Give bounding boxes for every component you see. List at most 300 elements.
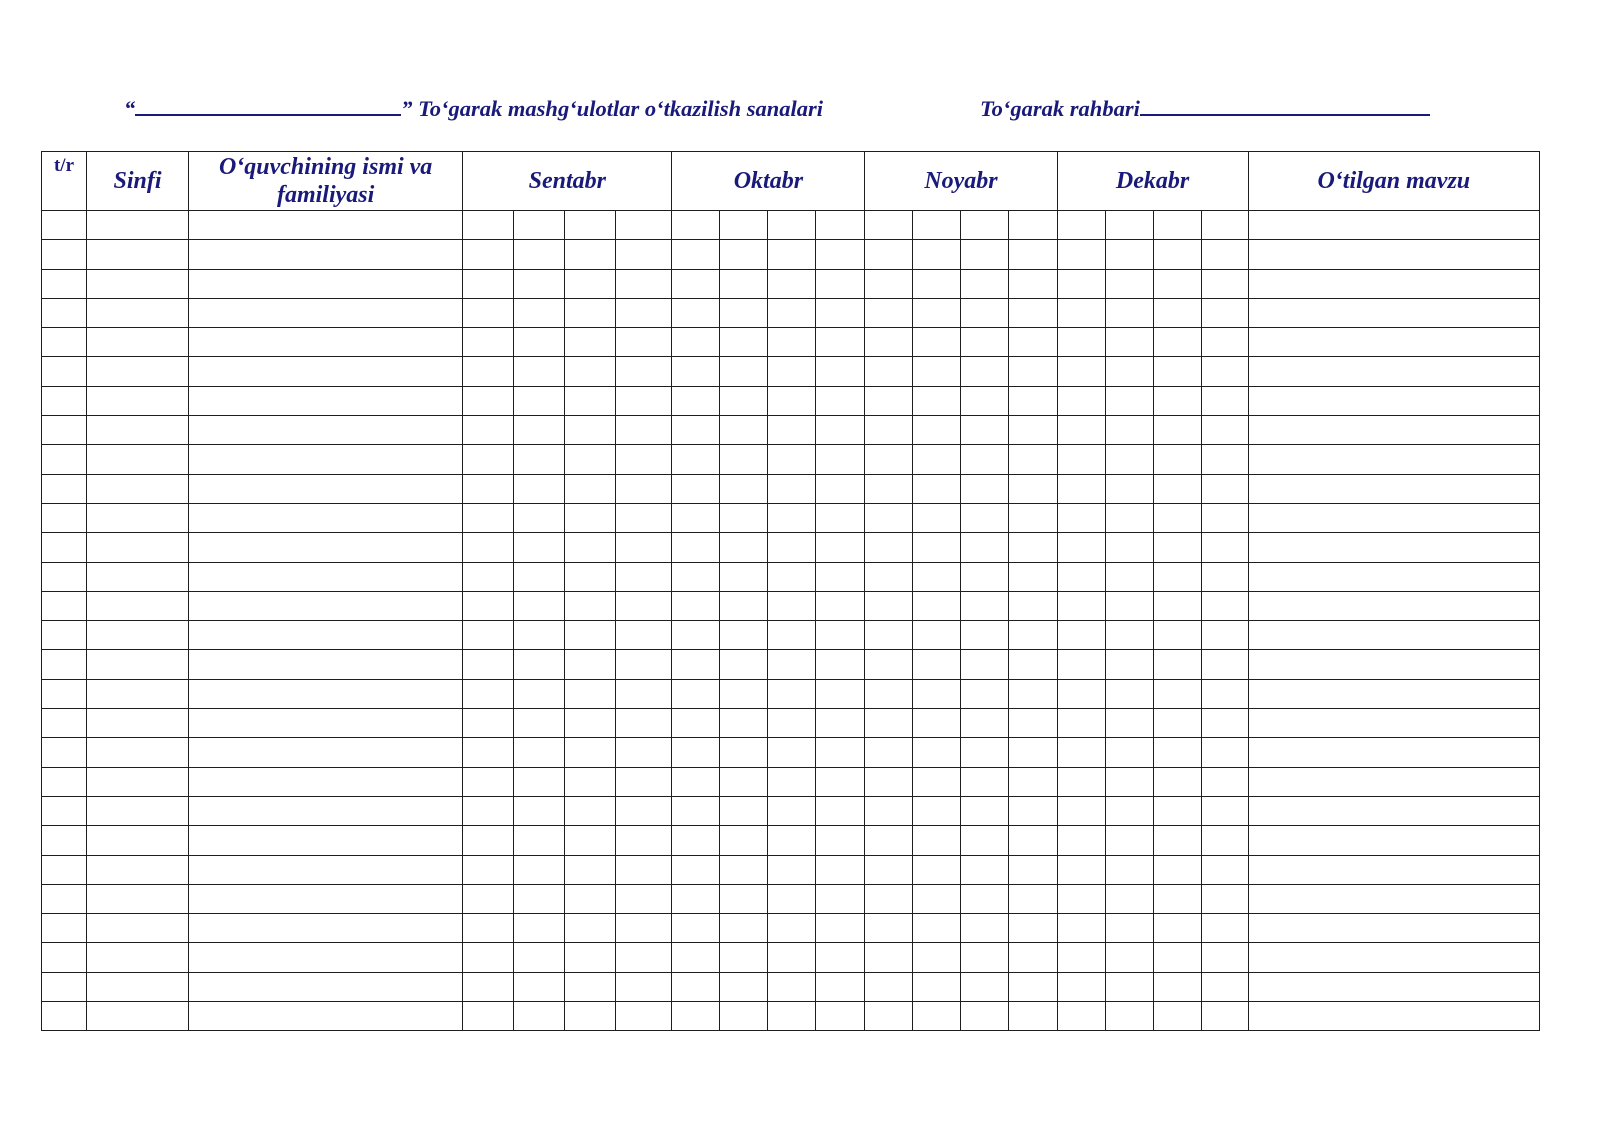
table-cell[interactable] [961, 533, 1009, 562]
table-cell[interactable] [514, 709, 565, 738]
table-cell[interactable] [189, 445, 463, 474]
table-cell[interactable] [1248, 357, 1539, 386]
table-cell[interactable] [913, 621, 961, 650]
table-cell[interactable] [720, 503, 768, 532]
table-cell[interactable] [1009, 445, 1057, 474]
table-cell[interactable] [768, 386, 816, 415]
table-cell[interactable] [720, 650, 768, 679]
table-cell[interactable] [463, 328, 514, 357]
table-cell[interactable] [1009, 767, 1057, 796]
table-cell[interactable] [616, 914, 672, 943]
table-cell[interactable] [1105, 679, 1153, 708]
table-cell[interactable] [565, 503, 616, 532]
table-cell[interactable] [42, 474, 87, 503]
table-cell[interactable] [565, 621, 616, 650]
table-cell[interactable] [1057, 211, 1105, 240]
table-cell[interactable] [189, 240, 463, 269]
table-cell[interactable] [720, 709, 768, 738]
table-cell[interactable] [463, 562, 514, 591]
table-cell[interactable] [189, 709, 463, 738]
table-cell[interactable] [961, 562, 1009, 591]
table-cell[interactable] [816, 679, 865, 708]
table-cell[interactable] [1153, 884, 1201, 913]
table-cell[interactable] [865, 445, 913, 474]
table-cell[interactable] [565, 796, 616, 825]
table-cell[interactable] [42, 738, 87, 767]
table-cell[interactable] [816, 357, 865, 386]
table-cell[interactable] [463, 269, 514, 298]
table-cell[interactable] [463, 826, 514, 855]
table-cell[interactable] [1057, 240, 1105, 269]
table-cell[interactable] [768, 914, 816, 943]
table-cell[interactable] [865, 298, 913, 327]
table-cell[interactable] [514, 972, 565, 1001]
table-cell[interactable] [1057, 767, 1105, 796]
table-cell[interactable] [768, 884, 816, 913]
table-cell[interactable] [913, 914, 961, 943]
table-cell[interactable] [1009, 357, 1057, 386]
table-cell[interactable] [616, 416, 672, 445]
table-cell[interactable] [616, 445, 672, 474]
table-cell[interactable] [1153, 474, 1201, 503]
table-cell[interactable] [865, 943, 913, 972]
table-cell[interactable] [616, 533, 672, 562]
table-cell[interactable] [565, 328, 616, 357]
table-cell[interactable] [42, 240, 87, 269]
table-cell[interactable] [1009, 474, 1057, 503]
table-cell[interactable] [1105, 767, 1153, 796]
table-cell[interactable] [616, 357, 672, 386]
table-cell[interactable] [189, 796, 463, 825]
table-cell[interactable] [42, 211, 87, 240]
table-cell[interactable] [913, 562, 961, 591]
table-cell[interactable] [42, 328, 87, 357]
table-cell[interactable] [1248, 914, 1539, 943]
table-cell[interactable] [1153, 826, 1201, 855]
table-cell[interactable] [189, 650, 463, 679]
table-cell[interactable] [768, 796, 816, 825]
club-leader-blank[interactable] [1140, 92, 1430, 116]
table-cell[interactable] [1153, 386, 1201, 415]
table-cell[interactable] [1248, 269, 1539, 298]
table-cell[interactable] [816, 855, 865, 884]
table-cell[interactable] [816, 240, 865, 269]
table-cell[interactable] [961, 796, 1009, 825]
table-cell[interactable] [768, 767, 816, 796]
table-cell[interactable] [720, 474, 768, 503]
table-cell[interactable] [961, 826, 1009, 855]
table-cell[interactable] [565, 357, 616, 386]
table-cell[interactable] [961, 269, 1009, 298]
table-cell[interactable] [514, 679, 565, 708]
table-cell[interactable] [1201, 943, 1248, 972]
table-cell[interactable] [1201, 591, 1248, 620]
table-cell[interactable] [42, 650, 87, 679]
table-cell[interactable] [616, 855, 672, 884]
table-cell[interactable] [913, 943, 961, 972]
table-cell[interactable] [1057, 709, 1105, 738]
table-cell[interactable] [87, 679, 189, 708]
table-cell[interactable] [42, 767, 87, 796]
table-cell[interactable] [1248, 562, 1539, 591]
table-cell[interactable] [816, 826, 865, 855]
table-cell[interactable] [913, 445, 961, 474]
table-cell[interactable] [672, 591, 720, 620]
table-cell[interactable] [961, 328, 1009, 357]
table-cell[interactable] [720, 445, 768, 474]
table-cell[interactable] [1201, 709, 1248, 738]
table-cell[interactable] [1153, 855, 1201, 884]
table-cell[interactable] [1153, 533, 1201, 562]
table-cell[interactable] [514, 767, 565, 796]
table-cell[interactable] [720, 943, 768, 972]
table-cell[interactable] [514, 298, 565, 327]
table-cell[interactable] [1009, 621, 1057, 650]
table-cell[interactable] [720, 826, 768, 855]
table-cell[interactable] [1009, 650, 1057, 679]
table-cell[interactable] [672, 357, 720, 386]
table-cell[interactable] [865, 914, 913, 943]
table-cell[interactable] [768, 416, 816, 445]
table-cell[interactable] [1201, 357, 1248, 386]
table-cell[interactable] [189, 738, 463, 767]
table-cell[interactable] [87, 298, 189, 327]
table-cell[interactable] [1057, 943, 1105, 972]
table-cell[interactable] [1153, 357, 1201, 386]
table-cell[interactable] [42, 357, 87, 386]
table-cell[interactable] [865, 416, 913, 445]
table-cell[interactable] [463, 709, 514, 738]
table-cell[interactable] [565, 240, 616, 269]
table-cell[interactable] [913, 650, 961, 679]
table-cell[interactable] [42, 533, 87, 562]
table-cell[interactable] [1153, 650, 1201, 679]
table-cell[interactable] [1153, 679, 1201, 708]
table-cell[interactable] [720, 796, 768, 825]
table-cell[interactable] [961, 591, 1009, 620]
table-cell[interactable] [1105, 914, 1153, 943]
table-cell[interactable] [1201, 503, 1248, 532]
table-cell[interactable] [816, 884, 865, 913]
table-cell[interactable] [961, 621, 1009, 650]
table-cell[interactable] [672, 386, 720, 415]
table-cell[interactable] [961, 386, 1009, 415]
table-cell[interactable] [1105, 298, 1153, 327]
table-cell[interactable] [42, 709, 87, 738]
table-cell[interactable] [672, 298, 720, 327]
table-cell[interactable] [42, 855, 87, 884]
table-cell[interactable] [1057, 562, 1105, 591]
table-cell[interactable] [87, 386, 189, 415]
table-cell[interactable] [672, 826, 720, 855]
table-cell[interactable] [768, 503, 816, 532]
table-cell[interactable] [1105, 650, 1153, 679]
table-cell[interactable] [87, 416, 189, 445]
table-cell[interactable] [565, 211, 616, 240]
table-cell[interactable] [463, 357, 514, 386]
table-cell[interactable] [1153, 972, 1201, 1001]
table-cell[interactable] [913, 796, 961, 825]
table-cell[interactable] [87, 328, 189, 357]
table-cell[interactable] [1105, 328, 1153, 357]
table-cell[interactable] [768, 357, 816, 386]
table-cell[interactable] [1105, 445, 1153, 474]
table-cell[interactable] [1105, 943, 1153, 972]
table-cell[interactable] [865, 855, 913, 884]
table-cell[interactable] [616, 591, 672, 620]
table-cell[interactable] [1201, 972, 1248, 1001]
table-cell[interactable] [189, 914, 463, 943]
table-cell[interactable] [189, 298, 463, 327]
table-cell[interactable] [87, 796, 189, 825]
table-cell[interactable] [1153, 914, 1201, 943]
table-cell[interactable] [189, 416, 463, 445]
table-cell[interactable] [1248, 621, 1539, 650]
table-cell[interactable] [961, 474, 1009, 503]
table-cell[interactable] [672, 445, 720, 474]
table-cell[interactable] [1009, 533, 1057, 562]
table-cell[interactable] [720, 298, 768, 327]
table-cell[interactable] [565, 650, 616, 679]
table-cell[interactable] [913, 767, 961, 796]
table-cell[interactable] [913, 591, 961, 620]
table-cell[interactable] [865, 767, 913, 796]
table-cell[interactable] [768, 621, 816, 650]
table-cell[interactable] [1057, 591, 1105, 620]
table-cell[interactable] [865, 738, 913, 767]
table-cell[interactable] [1201, 474, 1248, 503]
table-cell[interactable] [768, 240, 816, 269]
table-cell[interactable] [1248, 298, 1539, 327]
table-cell[interactable] [87, 738, 189, 767]
table-cell[interactable] [1201, 328, 1248, 357]
table-cell[interactable] [1009, 796, 1057, 825]
table-cell[interactable] [768, 533, 816, 562]
table-cell[interactable] [865, 474, 913, 503]
table-cell[interactable] [1153, 416, 1201, 445]
table-cell[interactable] [672, 650, 720, 679]
table-cell[interactable] [913, 709, 961, 738]
table-cell[interactable] [1201, 884, 1248, 913]
table-cell[interactable] [816, 914, 865, 943]
table-cell[interactable] [189, 767, 463, 796]
table-cell[interactable] [463, 211, 514, 240]
table-cell[interactable] [42, 298, 87, 327]
table-cell[interactable] [42, 943, 87, 972]
table-cell[interactable] [1057, 386, 1105, 415]
table-cell[interactable] [463, 416, 514, 445]
table-cell[interactable] [616, 943, 672, 972]
table-cell[interactable] [616, 298, 672, 327]
table-cell[interactable] [463, 796, 514, 825]
table-cell[interactable] [1153, 738, 1201, 767]
table-cell[interactable] [865, 533, 913, 562]
table-cell[interactable] [768, 738, 816, 767]
table-cell[interactable] [565, 943, 616, 972]
table-cell[interactable] [565, 591, 616, 620]
table-cell[interactable] [42, 269, 87, 298]
table-cell[interactable] [87, 767, 189, 796]
table-cell[interactable] [1105, 709, 1153, 738]
table-cell[interactable] [816, 767, 865, 796]
table-cell[interactable] [672, 533, 720, 562]
table-cell[interactable] [720, 767, 768, 796]
table-cell[interactable] [961, 738, 1009, 767]
table-cell[interactable] [514, 328, 565, 357]
table-cell[interactable] [1009, 211, 1057, 240]
table-cell[interactable] [1057, 796, 1105, 825]
table-cell[interactable] [672, 943, 720, 972]
table-cell[interactable] [672, 328, 720, 357]
table-cell[interactable] [816, 298, 865, 327]
table-cell[interactable] [1248, 972, 1539, 1001]
table-cell[interactable] [913, 533, 961, 562]
table-cell[interactable] [672, 738, 720, 767]
table-cell[interactable] [1201, 533, 1248, 562]
table-cell[interactable] [565, 679, 616, 708]
table-cell[interactable] [565, 533, 616, 562]
table-cell[interactable] [1057, 328, 1105, 357]
table-cell[interactable] [768, 826, 816, 855]
table-cell[interactable] [865, 591, 913, 620]
table-cell[interactable] [565, 884, 616, 913]
table-cell[interactable] [720, 328, 768, 357]
table-cell[interactable] [616, 1002, 672, 1031]
table-cell[interactable] [87, 269, 189, 298]
table-cell[interactable] [565, 914, 616, 943]
table-cell[interactable] [816, 503, 865, 532]
table-cell[interactable] [1105, 796, 1153, 825]
table-cell[interactable] [1105, 972, 1153, 1001]
table-cell[interactable] [1201, 211, 1248, 240]
table-cell[interactable] [616, 621, 672, 650]
table-cell[interactable] [865, 884, 913, 913]
table-cell[interactable] [1248, 796, 1539, 825]
table-cell[interactable] [768, 474, 816, 503]
table-cell[interactable] [720, 679, 768, 708]
table-cell[interactable] [514, 416, 565, 445]
table-cell[interactable] [463, 884, 514, 913]
table-cell[interactable] [463, 386, 514, 415]
table-cell[interactable] [672, 621, 720, 650]
table-cell[interactable] [463, 972, 514, 1001]
table-cell[interactable] [616, 796, 672, 825]
table-cell[interactable] [672, 269, 720, 298]
table-cell[interactable] [616, 709, 672, 738]
table-cell[interactable] [1009, 679, 1057, 708]
table-cell[interactable] [816, 591, 865, 620]
table-cell[interactable] [1105, 533, 1153, 562]
table-cell[interactable] [913, 826, 961, 855]
table-cell[interactable] [768, 328, 816, 357]
table-cell[interactable] [1248, 474, 1539, 503]
table-cell[interactable] [1248, 738, 1539, 767]
table-cell[interactable] [463, 855, 514, 884]
table-cell[interactable] [42, 826, 87, 855]
table-cell[interactable] [1248, 328, 1539, 357]
table-cell[interactable] [514, 884, 565, 913]
table-cell[interactable] [616, 884, 672, 913]
table-cell[interactable] [913, 474, 961, 503]
table-cell[interactable] [1009, 298, 1057, 327]
table-cell[interactable] [189, 328, 463, 357]
table-cell[interactable] [1153, 269, 1201, 298]
table-cell[interactable] [189, 533, 463, 562]
table-cell[interactable] [514, 211, 565, 240]
table-cell[interactable] [1105, 416, 1153, 445]
table-cell[interactable] [463, 621, 514, 650]
table-cell[interactable] [913, 240, 961, 269]
table-cell[interactable] [816, 445, 865, 474]
table-cell[interactable] [768, 943, 816, 972]
table-cell[interactable] [816, 650, 865, 679]
table-cell[interactable] [865, 826, 913, 855]
table-cell[interactable] [514, 386, 565, 415]
table-cell[interactable] [961, 503, 1009, 532]
table-cell[interactable] [463, 914, 514, 943]
table-cell[interactable] [913, 1002, 961, 1031]
table-cell[interactable] [1248, 679, 1539, 708]
table-cell[interactable] [42, 679, 87, 708]
table-cell[interactable] [865, 386, 913, 415]
table-cell[interactable] [616, 650, 672, 679]
table-cell[interactable] [1105, 826, 1153, 855]
table-cell[interactable] [1201, 1002, 1248, 1031]
table-cell[interactable] [720, 914, 768, 943]
table-cell[interactable] [1057, 650, 1105, 679]
table-cell[interactable] [961, 211, 1009, 240]
table-cell[interactable] [1105, 1002, 1153, 1031]
table-cell[interactable] [514, 357, 565, 386]
table-cell[interactable] [616, 562, 672, 591]
table-cell[interactable] [463, 445, 514, 474]
table-cell[interactable] [463, 298, 514, 327]
table-cell[interactable] [961, 357, 1009, 386]
table-cell[interactable] [514, 1002, 565, 1031]
table-cell[interactable] [1153, 240, 1201, 269]
table-cell[interactable] [1009, 269, 1057, 298]
table-cell[interactable] [42, 796, 87, 825]
table-cell[interactable] [189, 562, 463, 591]
table-cell[interactable] [913, 972, 961, 1001]
table-cell[interactable] [514, 914, 565, 943]
table-cell[interactable] [1105, 269, 1153, 298]
table-cell[interactable] [1057, 503, 1105, 532]
table-cell[interactable] [913, 855, 961, 884]
table-cell[interactable] [189, 269, 463, 298]
table-cell[interactable] [616, 826, 672, 855]
table-cell[interactable] [189, 386, 463, 415]
table-cell[interactable] [565, 972, 616, 1001]
table-cell[interactable] [565, 738, 616, 767]
table-cell[interactable] [42, 1002, 87, 1031]
table-cell[interactable] [189, 884, 463, 913]
table-cell[interactable] [720, 240, 768, 269]
table-cell[interactable] [87, 709, 189, 738]
table-cell[interactable] [463, 533, 514, 562]
table-cell[interactable] [1248, 650, 1539, 679]
table-cell[interactable] [672, 211, 720, 240]
table-cell[interactable] [565, 1002, 616, 1031]
table-cell[interactable] [616, 972, 672, 1001]
table-cell[interactable] [1248, 591, 1539, 620]
table-cell[interactable] [1057, 533, 1105, 562]
table-cell[interactable] [768, 709, 816, 738]
table-cell[interactable] [1248, 943, 1539, 972]
table-cell[interactable] [720, 738, 768, 767]
table-cell[interactable] [1153, 1002, 1201, 1031]
table-cell[interactable] [189, 503, 463, 532]
